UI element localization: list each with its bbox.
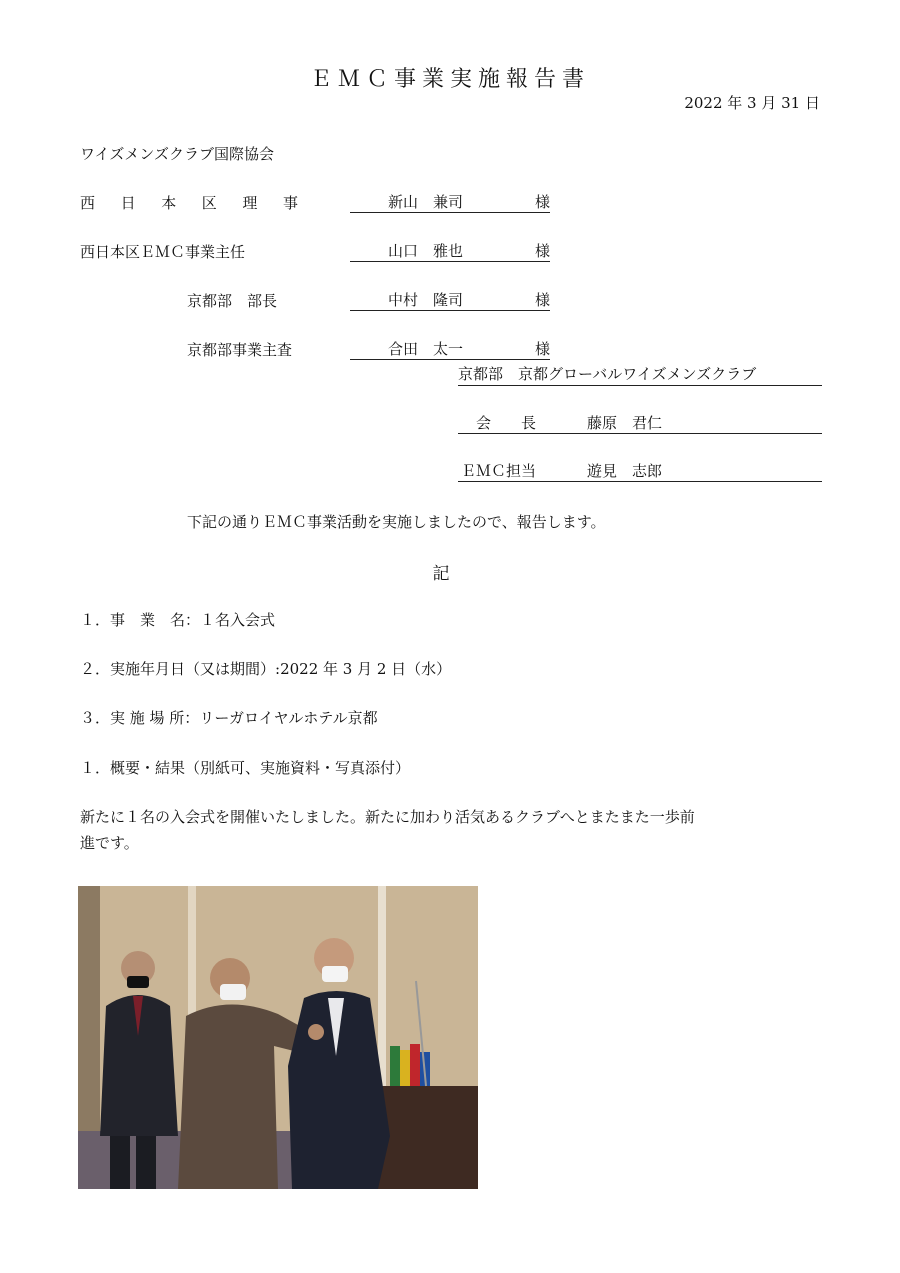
- item-label: ３．実 施 場 所：: [80, 709, 200, 727]
- addressee-title-2: 京都部 部長: [187, 292, 278, 310]
- honorific-1: 様: [534, 242, 550, 260]
- addressee-line-2: [350, 288, 550, 311]
- sender-emc-title: ＥＭＣ担当: [461, 462, 537, 480]
- addressee-line-0: [350, 190, 550, 213]
- sender-president-line: [458, 411, 822, 434]
- addressee-title-3: 京都部事業主査: [187, 341, 293, 359]
- item-venue: [80, 707, 378, 728]
- organization-name: ワイズメンズクラブ国際協会: [80, 145, 274, 163]
- honorific-0: 様: [534, 193, 550, 211]
- summary-line-1: 新たに１名の入会式を開催いたしました。新たに加わり活気あるクラブへとまたまた一歩前: [80, 808, 695, 826]
- item-label: ２．実施年月日（又は期間）:: [80, 660, 281, 678]
- addressee-name-1: 山口 雅也: [388, 242, 464, 260]
- addressee-name-3: 合田 太一: [388, 340, 464, 358]
- sender-club: 京都部 京都グローバルワイズメンズクラブ: [458, 363, 822, 386]
- document-title: ＥＭＣ事業実施報告書: [309, 67, 590, 92]
- item-value: １名入会式: [200, 611, 276, 629]
- item-value: 2022 年 3 月 2 日（水）: [280, 660, 452, 678]
- sender-emc-line: [458, 459, 822, 482]
- report-date: 2022 年 3 月 31 日: [684, 94, 820, 112]
- intro-text: 下記の通りＥＭＣ事業活動を実施しましたので、報告します。: [187, 513, 606, 531]
- addressee-name-2: 中村 隆司: [388, 291, 464, 309]
- addressee-name-0: 新山 兼司: [388, 193, 464, 211]
- honorific-2: 様: [534, 291, 550, 309]
- addressee-title-0: 西 日 本 区 理 事: [80, 194, 298, 212]
- sender-emc-name: 遊見 志郎: [587, 462, 663, 480]
- item-label: １．概要・結果（別紙可、実施資料・写真添付）: [80, 759, 411, 777]
- addressee-title-1: 西日本区ＥＭＣ事業主任: [80, 243, 246, 261]
- addressee-line-3: [350, 337, 550, 360]
- item-summary-heading: [80, 757, 410, 778]
- sender-president-name: 藤原 君仁: [587, 414, 663, 432]
- item-label: １．事 業 名：: [80, 611, 201, 629]
- item-implementation-date: [80, 658, 451, 679]
- summary-line-2: 進です。: [80, 834, 139, 852]
- item-value: リーガロイヤルホテル京都: [199, 709, 378, 727]
- photo-illustration: [78, 886, 478, 1189]
- addressee-line-1: [350, 239, 550, 262]
- honorific-3: 様: [534, 340, 550, 358]
- induction-ceremony-photo: [78, 886, 478, 1189]
- item-business-name: [80, 609, 275, 630]
- sender-president-title: 会 長: [476, 414, 537, 432]
- ki-heading: 記: [432, 564, 450, 584]
